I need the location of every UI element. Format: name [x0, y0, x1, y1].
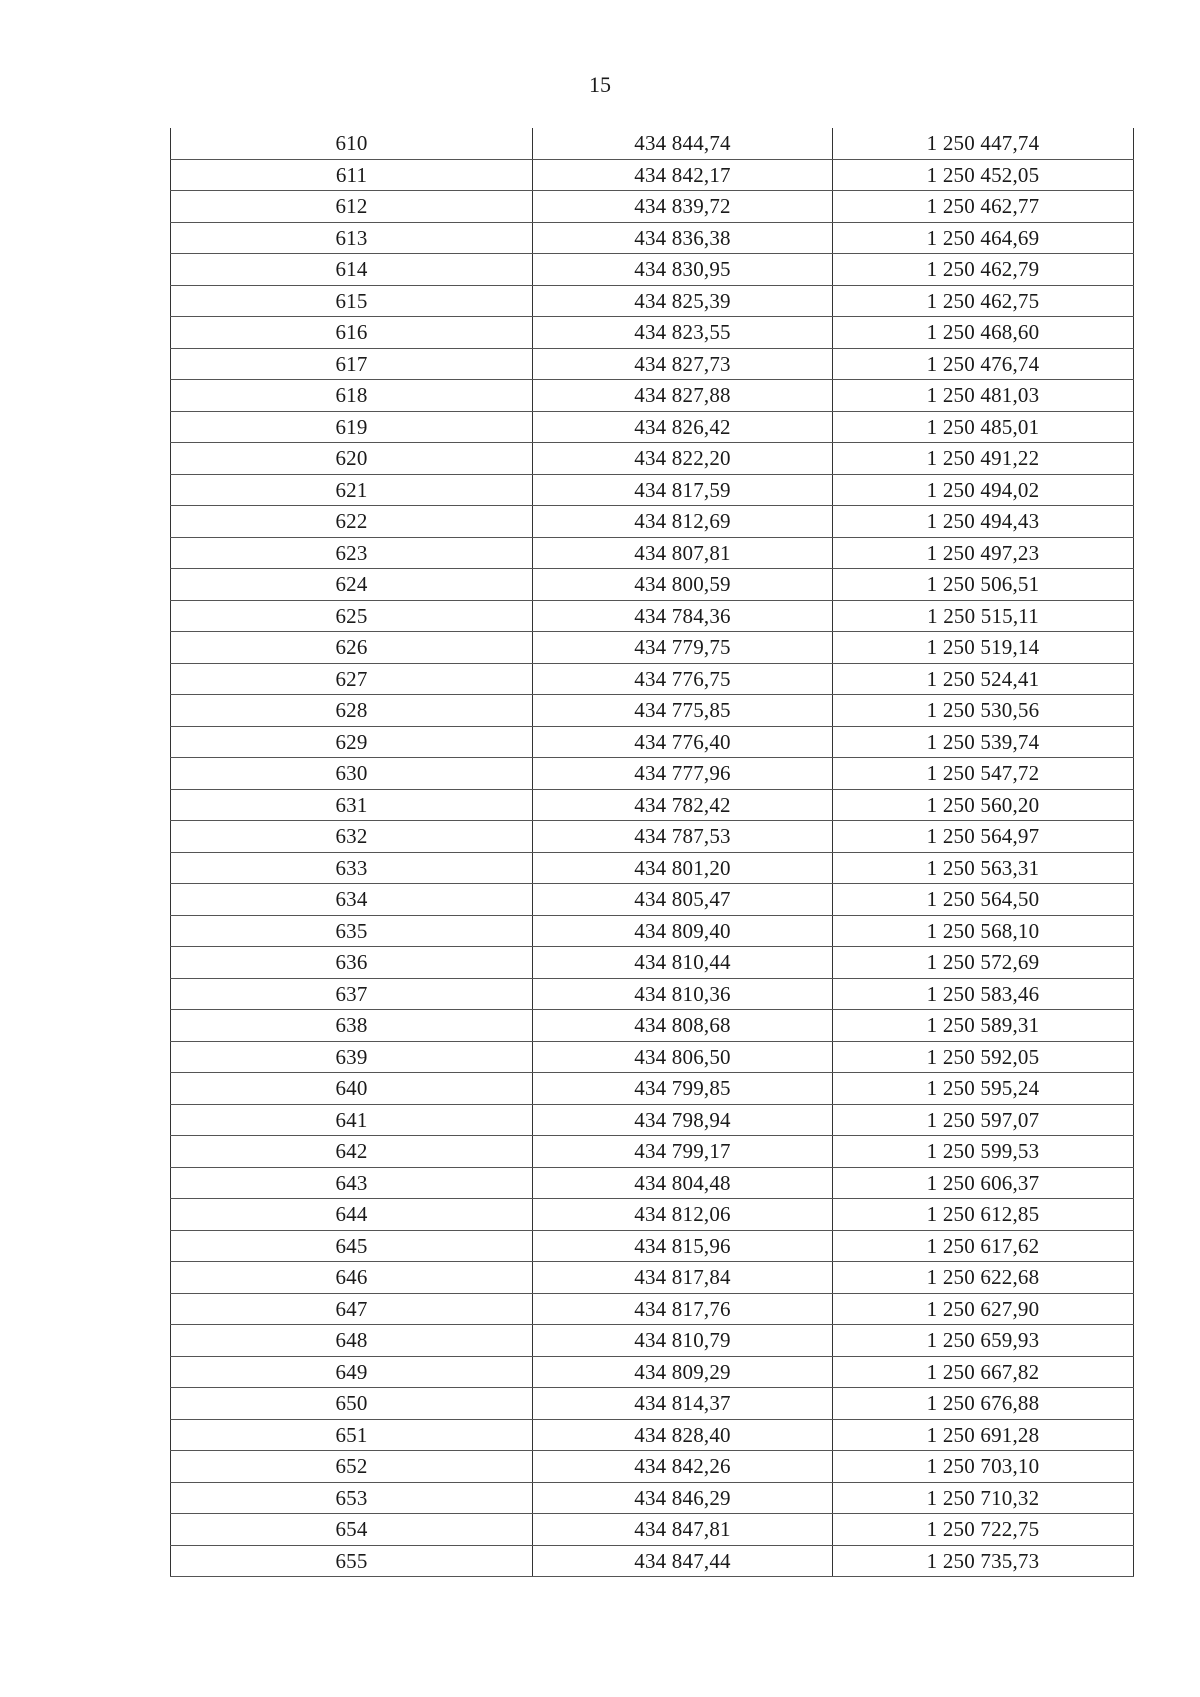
y-coordinate-cell: 1 250 481,03 [833, 380, 1134, 412]
point-number-cell: 645 [171, 1230, 533, 1262]
y-coordinate-cell: 1 250 539,74 [833, 726, 1134, 758]
x-coordinate-cell: 434 827,88 [533, 380, 833, 412]
table-row [171, 1514, 1134, 1546]
table-row [171, 128, 1134, 159]
x-coordinate-cell: 434 776,40 [533, 726, 833, 758]
y-coordinate-cell: 1 250 612,85 [833, 1199, 1134, 1231]
y-coordinate-cell: 1 250 735,73 [833, 1545, 1134, 1577]
x-coordinate-cell: 434 847,44 [533, 1545, 833, 1577]
y-coordinate-cell: 1 250 691,28 [833, 1419, 1134, 1451]
point-number-cell: 644 [171, 1199, 533, 1231]
y-coordinate-cell: 1 250 452,05 [833, 159, 1134, 191]
x-coordinate-cell: 434 808,68 [533, 1010, 833, 1042]
point-number-cell: 647 [171, 1293, 533, 1325]
point-number-cell: 633 [171, 852, 533, 884]
x-coordinate-cell: 434 842,17 [533, 159, 833, 191]
x-coordinate-cell: 434 826,42 [533, 411, 833, 443]
y-coordinate-cell: 1 250 476,74 [833, 348, 1134, 380]
y-coordinate-cell: 1 250 627,90 [833, 1293, 1134, 1325]
x-coordinate-cell: 434 807,81 [533, 537, 833, 569]
point-number-cell: 639 [171, 1041, 533, 1073]
y-coordinate-cell: 1 250 667,82 [833, 1356, 1134, 1388]
table-row [171, 978, 1134, 1010]
table-row [171, 915, 1134, 947]
y-coordinate-cell: 1 250 462,77 [833, 191, 1134, 223]
y-coordinate-cell: 1 250 462,79 [833, 254, 1134, 286]
table-row [171, 1293, 1134, 1325]
y-coordinate-cell: 1 250 599,53 [833, 1136, 1134, 1168]
y-coordinate-cell: 1 250 592,05 [833, 1041, 1134, 1073]
x-coordinate-cell: 434 823,55 [533, 317, 833, 349]
x-coordinate-cell: 434 844,74 [533, 128, 833, 159]
coordinates-table-body [171, 128, 1134, 1577]
x-coordinate-cell: 434 814,37 [533, 1388, 833, 1420]
point-number-cell: 623 [171, 537, 533, 569]
y-coordinate-cell: 1 250 464,69 [833, 222, 1134, 254]
table-row [171, 191, 1134, 223]
x-coordinate-cell: 434 805,47 [533, 884, 833, 916]
x-coordinate-cell: 434 809,40 [533, 915, 833, 947]
x-coordinate-cell: 434 825,39 [533, 285, 833, 317]
point-number-cell: 624 [171, 569, 533, 601]
x-coordinate-cell: 434 809,29 [533, 1356, 833, 1388]
point-number-cell: 622 [171, 506, 533, 538]
point-number-cell: 621 [171, 474, 533, 506]
table-row [171, 789, 1134, 821]
table-row [171, 884, 1134, 916]
table-row [171, 632, 1134, 664]
x-coordinate-cell: 434 799,17 [533, 1136, 833, 1168]
y-coordinate-cell: 1 250 564,50 [833, 884, 1134, 916]
y-coordinate-cell: 1 250 560,20 [833, 789, 1134, 821]
y-coordinate-cell: 1 250 494,02 [833, 474, 1134, 506]
y-coordinate-cell: 1 250 597,07 [833, 1104, 1134, 1136]
x-coordinate-cell: 434 806,50 [533, 1041, 833, 1073]
x-coordinate-cell: 434 822,20 [533, 443, 833, 475]
table-row [171, 348, 1134, 380]
table-row [171, 1199, 1134, 1231]
x-coordinate-cell: 434 810,36 [533, 978, 833, 1010]
table-row [171, 663, 1134, 695]
x-coordinate-cell: 434 815,96 [533, 1230, 833, 1262]
y-coordinate-cell: 1 250 572,69 [833, 947, 1134, 979]
y-coordinate-cell: 1 250 617,62 [833, 1230, 1134, 1262]
point-number-cell: 627 [171, 663, 533, 695]
y-coordinate-cell: 1 250 494,43 [833, 506, 1134, 538]
table-row [171, 474, 1134, 506]
point-number-cell: 642 [171, 1136, 533, 1168]
point-number-cell: 615 [171, 285, 533, 317]
y-coordinate-cell: 1 250 519,14 [833, 632, 1134, 664]
y-coordinate-cell: 1 250 447,74 [833, 128, 1134, 159]
point-number-cell: 618 [171, 380, 533, 412]
x-coordinate-cell: 434 817,59 [533, 474, 833, 506]
point-number-cell: 614 [171, 254, 533, 286]
x-coordinate-cell: 434 801,20 [533, 852, 833, 884]
point-number-cell: 620 [171, 443, 533, 475]
point-number-cell: 653 [171, 1482, 533, 1514]
table-row [171, 852, 1134, 884]
y-coordinate-cell: 1 250 515,11 [833, 600, 1134, 632]
point-number-cell: 619 [171, 411, 533, 443]
x-coordinate-cell: 434 812,06 [533, 1199, 833, 1231]
coordinates-table [170, 128, 1134, 1577]
table-row [171, 1325, 1134, 1357]
point-number-cell: 628 [171, 695, 533, 727]
table-row [171, 1073, 1134, 1105]
table-row [171, 1262, 1134, 1294]
table-row [171, 411, 1134, 443]
y-coordinate-cell: 1 250 462,75 [833, 285, 1134, 317]
point-number-cell: 631 [171, 789, 533, 821]
point-number-cell: 649 [171, 1356, 533, 1388]
point-number-cell: 610 [171, 128, 533, 159]
x-coordinate-cell: 434 836,38 [533, 222, 833, 254]
x-coordinate-cell: 434 839,72 [533, 191, 833, 223]
table-row [171, 285, 1134, 317]
x-coordinate-cell: 434 842,26 [533, 1451, 833, 1483]
point-number-cell: 652 [171, 1451, 533, 1483]
table-row [171, 1482, 1134, 1514]
y-coordinate-cell: 1 250 491,22 [833, 443, 1134, 475]
table-row [171, 1419, 1134, 1451]
x-coordinate-cell: 434 817,76 [533, 1293, 833, 1325]
x-coordinate-cell: 434 817,84 [533, 1262, 833, 1294]
table-row [171, 1010, 1134, 1042]
x-coordinate-cell: 434 830,95 [533, 254, 833, 286]
table-row [171, 947, 1134, 979]
x-coordinate-cell: 434 799,85 [533, 1073, 833, 1105]
table-row [171, 1230, 1134, 1262]
table-row [171, 695, 1134, 727]
x-coordinate-cell: 434 782,42 [533, 789, 833, 821]
table-row [171, 254, 1134, 286]
y-coordinate-cell: 1 250 485,01 [833, 411, 1134, 443]
point-number-cell: 641 [171, 1104, 533, 1136]
x-coordinate-cell: 434 846,29 [533, 1482, 833, 1514]
y-coordinate-cell: 1 250 497,23 [833, 537, 1134, 569]
y-coordinate-cell: 1 250 564,97 [833, 821, 1134, 853]
x-coordinate-cell: 434 810,44 [533, 947, 833, 979]
point-number-cell: 635 [171, 915, 533, 947]
y-coordinate-cell: 1 250 606,37 [833, 1167, 1134, 1199]
table-row [171, 1136, 1134, 1168]
y-coordinate-cell: 1 250 563,31 [833, 852, 1134, 884]
table-row [171, 1041, 1134, 1073]
x-coordinate-cell: 434 784,36 [533, 600, 833, 632]
table-row [171, 1356, 1134, 1388]
x-coordinate-cell: 434 787,53 [533, 821, 833, 853]
y-coordinate-cell: 1 250 622,68 [833, 1262, 1134, 1294]
point-number-cell: 616 [171, 317, 533, 349]
point-number-cell: 625 [171, 600, 533, 632]
page-number: 15 [589, 72, 611, 97]
y-coordinate-cell: 1 250 589,31 [833, 1010, 1134, 1042]
point-number-cell: 650 [171, 1388, 533, 1420]
point-number-cell: 643 [171, 1167, 533, 1199]
x-coordinate-cell: 434 810,79 [533, 1325, 833, 1357]
point-number-cell: 629 [171, 726, 533, 758]
table-row [171, 1167, 1134, 1199]
x-coordinate-cell: 434 804,48 [533, 1167, 833, 1199]
table-row [171, 222, 1134, 254]
y-coordinate-cell: 1 250 568,10 [833, 915, 1134, 947]
point-number-cell: 638 [171, 1010, 533, 1042]
table-row [171, 380, 1134, 412]
point-number-cell: 655 [171, 1545, 533, 1577]
x-coordinate-cell: 434 812,69 [533, 506, 833, 538]
point-number-cell: 632 [171, 821, 533, 853]
y-coordinate-cell: 1 250 676,88 [833, 1388, 1134, 1420]
x-coordinate-cell: 434 800,59 [533, 569, 833, 601]
point-number-cell: 626 [171, 632, 533, 664]
table-row [171, 1545, 1134, 1577]
table-row [171, 1388, 1134, 1420]
point-number-cell: 648 [171, 1325, 533, 1357]
table-row [171, 758, 1134, 790]
y-coordinate-cell: 1 250 547,72 [833, 758, 1134, 790]
point-number-cell: 611 [171, 159, 533, 191]
x-coordinate-cell: 434 775,85 [533, 695, 833, 727]
x-coordinate-cell: 434 779,75 [533, 632, 833, 664]
point-number-cell: 612 [171, 191, 533, 223]
table-row [171, 317, 1134, 349]
y-coordinate-cell: 1 250 583,46 [833, 978, 1134, 1010]
x-coordinate-cell: 434 847,81 [533, 1514, 833, 1546]
y-coordinate-cell: 1 250 468,60 [833, 317, 1134, 349]
table-row [171, 726, 1134, 758]
point-number-cell: 637 [171, 978, 533, 1010]
point-number-cell: 651 [171, 1419, 533, 1451]
y-coordinate-cell: 1 250 710,32 [833, 1482, 1134, 1514]
point-number-cell: 630 [171, 758, 533, 790]
x-coordinate-cell: 434 827,73 [533, 348, 833, 380]
table-row [171, 821, 1134, 853]
table-row [171, 537, 1134, 569]
table-row [171, 600, 1134, 632]
y-coordinate-cell: 1 250 659,93 [833, 1325, 1134, 1357]
point-number-cell: 640 [171, 1073, 533, 1105]
table-row [171, 1104, 1134, 1136]
point-number-cell: 636 [171, 947, 533, 979]
x-coordinate-cell: 434 776,75 [533, 663, 833, 695]
table-row [171, 1451, 1134, 1483]
y-coordinate-cell: 1 250 722,75 [833, 1514, 1134, 1546]
point-number-cell: 617 [171, 348, 533, 380]
x-coordinate-cell: 434 828,40 [533, 1419, 833, 1451]
y-coordinate-cell: 1 250 595,24 [833, 1073, 1134, 1105]
x-coordinate-cell: 434 798,94 [533, 1104, 833, 1136]
table-row [171, 569, 1134, 601]
y-coordinate-cell: 1 250 524,41 [833, 663, 1134, 695]
y-coordinate-cell: 1 250 703,10 [833, 1451, 1134, 1483]
point-number-cell: 646 [171, 1262, 533, 1294]
x-coordinate-cell: 434 777,96 [533, 758, 833, 790]
point-number-cell: 634 [171, 884, 533, 916]
point-number-cell: 654 [171, 1514, 533, 1546]
point-number-cell: 613 [171, 222, 533, 254]
y-coordinate-cell: 1 250 530,56 [833, 695, 1134, 727]
table-row [171, 506, 1134, 538]
table-row [171, 443, 1134, 475]
table-row [171, 159, 1134, 191]
y-coordinate-cell: 1 250 506,51 [833, 569, 1134, 601]
